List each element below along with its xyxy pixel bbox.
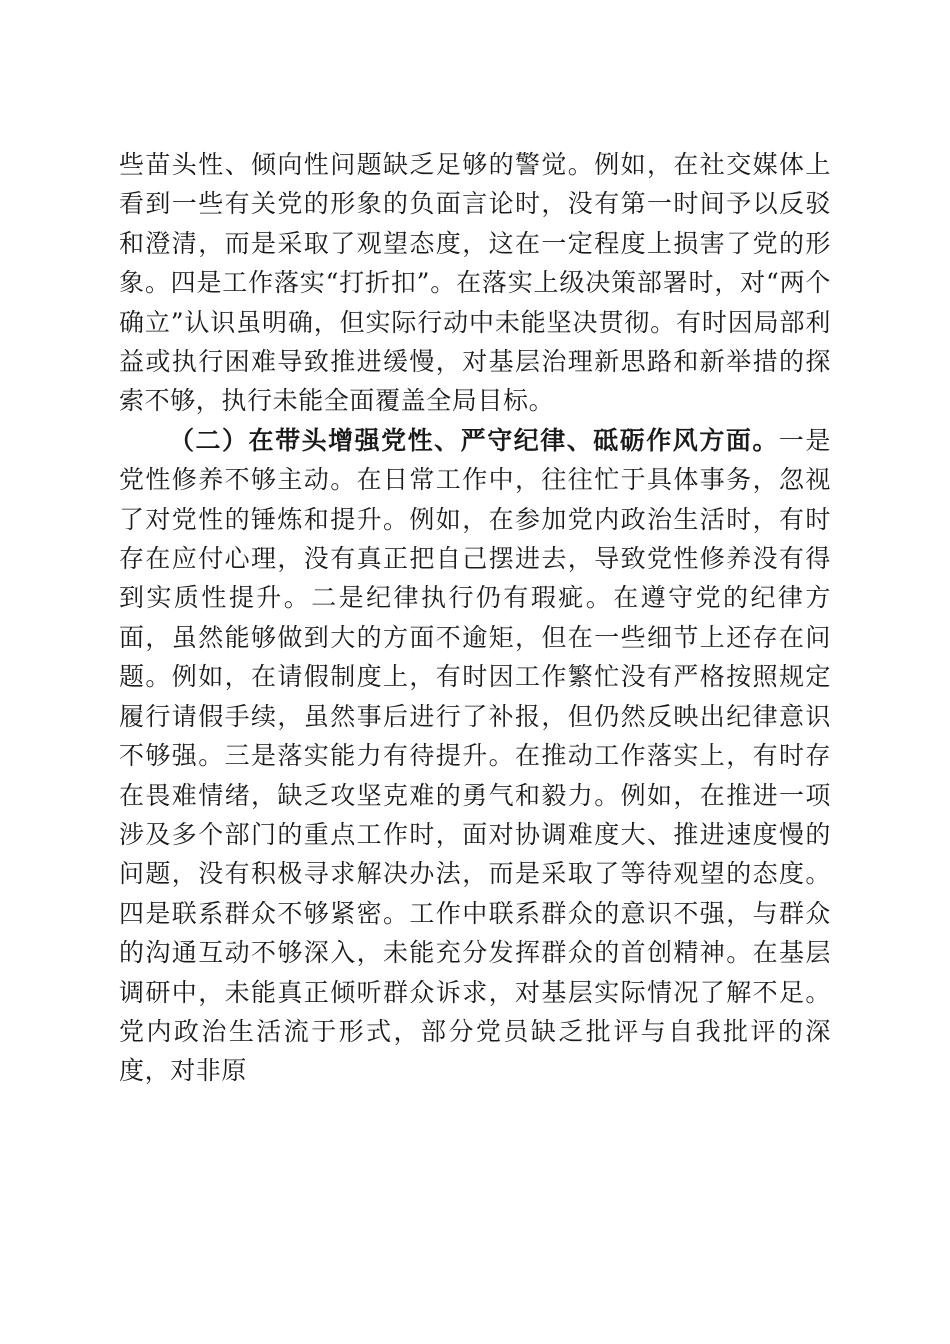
paragraph-continuation xyxy=(119,145,831,421)
paragraph-1-text: 些苗头性、倾向性问题缺乏足够的警觉。例如，在社交媒体上看到一些有关党的形象的负面言论时，没有第一时间予以反驳和澄清，而是采取了观望态度，这在一定程度上损害了党的形象。四是工作落实“打折扣”。在落实上级决策部署时，对“两个确立”认识虽明确，但实际行动中未能坚决贯彻。有时因局部利益或执行困难导致推进缓慢，对基层治理新思路和新举措的探索不够，执行未能全面覆盖全局目标。 xyxy=(119,150,831,416)
section-heading: （二）在带头增强党性、严守纪律、砥砺作风方面。 xyxy=(169,425,779,455)
paragraph-2-text: 一是党性修养不够主动。在日常工作中，往往忙于具体事务，忽视了对党性的锤炼和提升。例如，在参加党内政治生活时，有时存在应付心理，没有真正把自己摆进去，导致党性修养没有得到实质性提升。二是纪律执行仍有瑕疵。在遵守党的纪律方面，虽然能够做到大的方面不逾矩，但在一些细节上还存在问题。例如，在请假制度上，有时因工作繁忙没有严格按照规定履行请假手续，虽然事后进行了补报，但仍然反映出纪律意识不够强。三是落实能力有待提升。在推动工作落实上，有时存在畏难情绪，缺乏攻坚克难的勇气和毅力。例如，在推进一项涉及多个部门的重点工作时，面对协调难度大、推进速度慢的问题，没有积极寻求解决办法，而是采取了等待观望的态度。四是联系群众不够紧密。工作中联系群众的意识不强，与群众的沟通互动不够深入，未能充分发挥群众的首创精神。在基层调研中，未能真正倾听群众诉求，对基层实际情况了解不足。党内政治生活流于形式，部分党员缺乏批评与自我批评的深度，对非原 xyxy=(119,425,831,1086)
document-body xyxy=(119,145,831,1091)
paragraph-section-two xyxy=(119,421,831,1091)
